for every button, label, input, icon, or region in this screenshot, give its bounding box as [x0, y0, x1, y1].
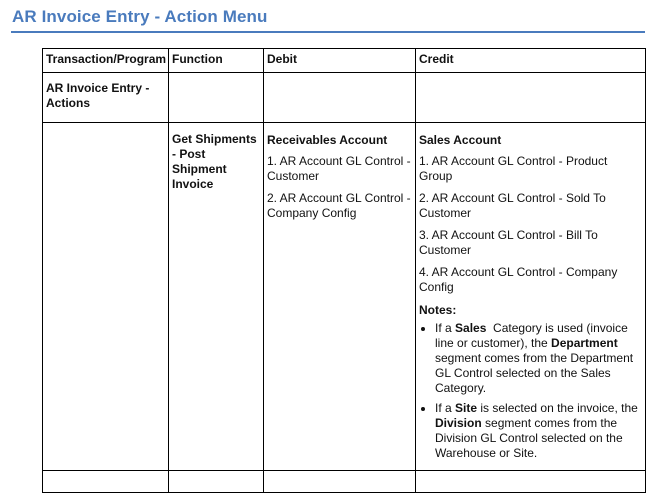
next-row-partial	[43, 471, 646, 493]
title-divider	[11, 31, 645, 33]
credit-item: 4. AR Account GL Control - Company Config	[419, 265, 618, 294]
empty-cell	[416, 471, 646, 493]
table-row	[43, 123, 646, 471]
header-debit: Debit	[264, 49, 416, 73]
credit-cell	[416, 123, 646, 471]
empty-cell	[264, 73, 416, 123]
header-credit: Credit	[416, 49, 646, 73]
credit-item: 2. AR Account GL Control - Sold To Customer	[419, 191, 606, 220]
section-row	[43, 73, 646, 123]
notes-list	[419, 321, 642, 461]
credit-item: 1. AR Account GL Control - Product Group	[419, 154, 608, 183]
gl-posting-table	[42, 48, 646, 493]
note-item: • If a Site is selected on the invoice, the Division segment comes from the Division GL Control selected on the Warehouse or Site.	[435, 401, 642, 461]
program-cell: AR Invoice Entry - Actions	[43, 73, 169, 123]
debit-item: 2. AR Account GL Control - Company Config	[267, 191, 411, 220]
empty-cell	[264, 471, 416, 493]
debit-cell	[264, 123, 416, 471]
table-header-row	[43, 49, 646, 73]
note-item: • If a Sales Category is used (invoice line or customer), the Department segment comes from the Department GL Control selected on the Sales Category.	[435, 321, 642, 396]
debit-item: 1. AR Account GL Control - Customer	[267, 154, 411, 183]
credit-heading: Sales Account	[419, 133, 502, 147]
header-transaction-program: Transaction/Program	[43, 49, 169, 73]
empty-cell	[169, 73, 264, 123]
function-cell: Get Shipments - Post Shipment Invoice	[169, 123, 264, 471]
credit-item: 3. AR Account GL Control - Bill To Customer	[419, 228, 598, 257]
empty-cell	[43, 471, 169, 493]
notes-label: Notes:	[419, 303, 457, 317]
page-title: AR Invoice Entry - Action Menu	[12, 7, 268, 26]
empty-cell	[169, 471, 264, 493]
debit-heading: Receivables Account	[267, 133, 388, 147]
empty-cell	[43, 123, 169, 471]
empty-cell	[416, 73, 646, 123]
header-function: Function	[169, 49, 264, 73]
